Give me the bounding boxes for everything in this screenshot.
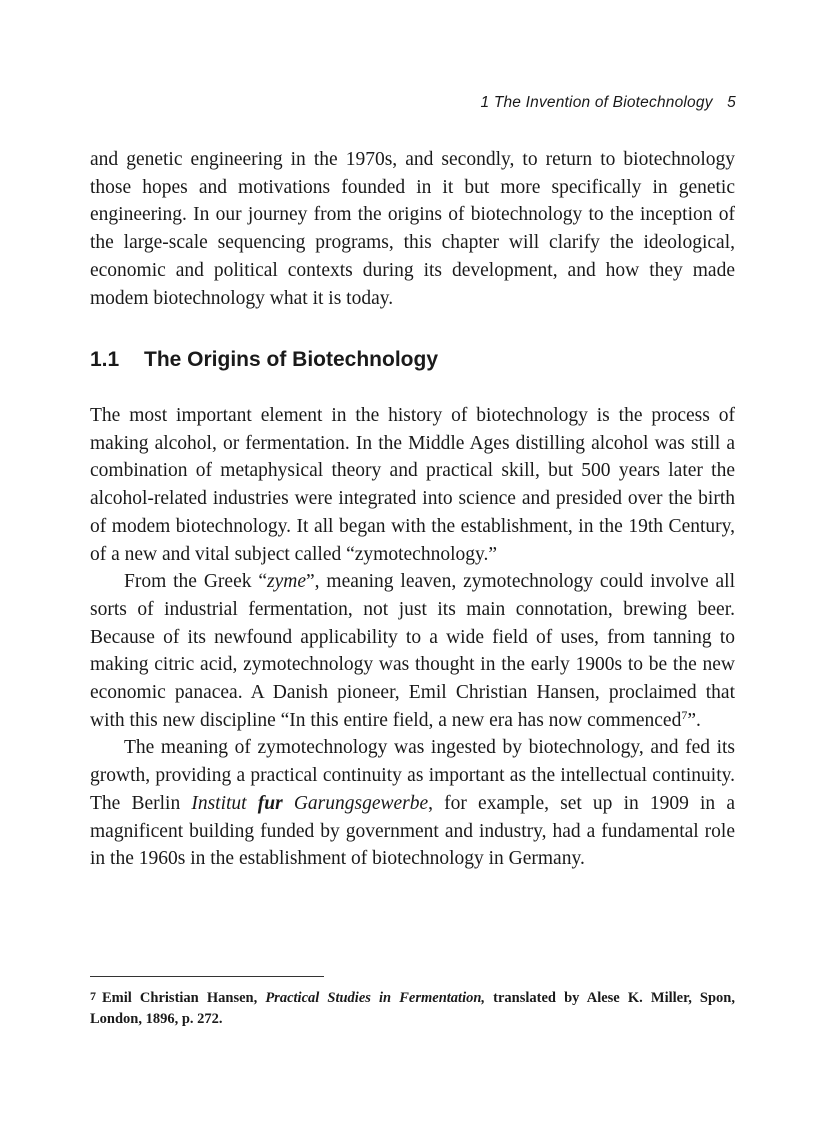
institute-name-part: Institut [191, 792, 258, 814]
footnote [90, 986, 735, 1030]
paragraph-2 [90, 568, 735, 734]
footnote-reference[interactable]: 7 [681, 707, 688, 722]
intro-text-block [90, 146, 735, 312]
paragraph-1: The most important element in the history of biotechnology is the process of making alcohol, or fermentation. In the Middle Ages distilling alcohol was still a combination of metaphysical theory and practical skill, but 500 years later the alcohol-related industries were integrated into science and presided over the birth of modem biotechnology. It all began with the establishment, in the 19th Century, of a new and vital subject called “zymotechnology.” [90, 405, 735, 565]
page-number: 5 [727, 94, 736, 111]
institute-name-part [258, 793, 283, 814]
footnote-text: translated by Alese K. Miller, Spon, London, 1896, p. 272. [90, 990, 735, 1027]
chapter-number: 1 [480, 94, 490, 111]
section-heading [90, 348, 438, 372]
paragraph-3-text: The meaning of zymotechnology was ingested by biotechnology, and fed its growth, providing a practical continuity as important as the intellectual continuity. The Berlin [90, 737, 735, 814]
institute-name-part: Garungsgewerbe [282, 792, 429, 814]
paragraph-3-text: , for example, set up in 1909 in a magnificent building funded by government and industry, had a fundamental role in the 1960s in the establishment of biotechnology in Germany. [90, 792, 735, 870]
section-title: The Origins of Biotechnology [144, 348, 438, 371]
main-text-block [90, 402, 735, 873]
paragraph-3 [90, 734, 735, 873]
paragraph-2-italic: zyme [267, 571, 306, 593]
paragraph-2-text: ”, meaning leaven, zymotechnology could involve all sorts of industrial fermentation, not just its main connotation, brewing beer. Because of its newfound applicability to a wide field of uses, from tanning to making citric acid, zymotechnology was thought in the early 1900s to be the new economic panacea. A Danish pioneer, Emil Christian Hansen, proclaimed that with this new discipline “In this entire field, a new era has now commenced [90, 571, 735, 731]
footnote-divider [90, 976, 324, 977]
chapter-title: The Invention of Biotechnology [493, 94, 713, 111]
running-header [480, 94, 736, 112]
intro-paragraph: and genetic engineering in the 1970s, and secondly, to return to biotechnology those hopes and motivations founded in it but more specifically in genetic engineering. In our journey from the origins of biotechnology to the inception of the large-scale sequencing programs, this chapter will clarify the ideological, economic and political contexts during its development, and how they made modem biotechnology what it is today. [90, 149, 735, 309]
section-number: 1.1 [90, 348, 120, 371]
footnote-text: Emil Christian Hansen, [102, 990, 266, 1006]
paragraph-2-text: From the Greek “ [124, 571, 268, 593]
footnote-number: 7 [90, 989, 96, 1003]
paragraph-2-text: ”. [687, 709, 701, 731]
institute-name-bold: fur [257, 792, 283, 814]
footnote-book-title: Practical Studies in Fermentation, [265, 990, 486, 1006]
